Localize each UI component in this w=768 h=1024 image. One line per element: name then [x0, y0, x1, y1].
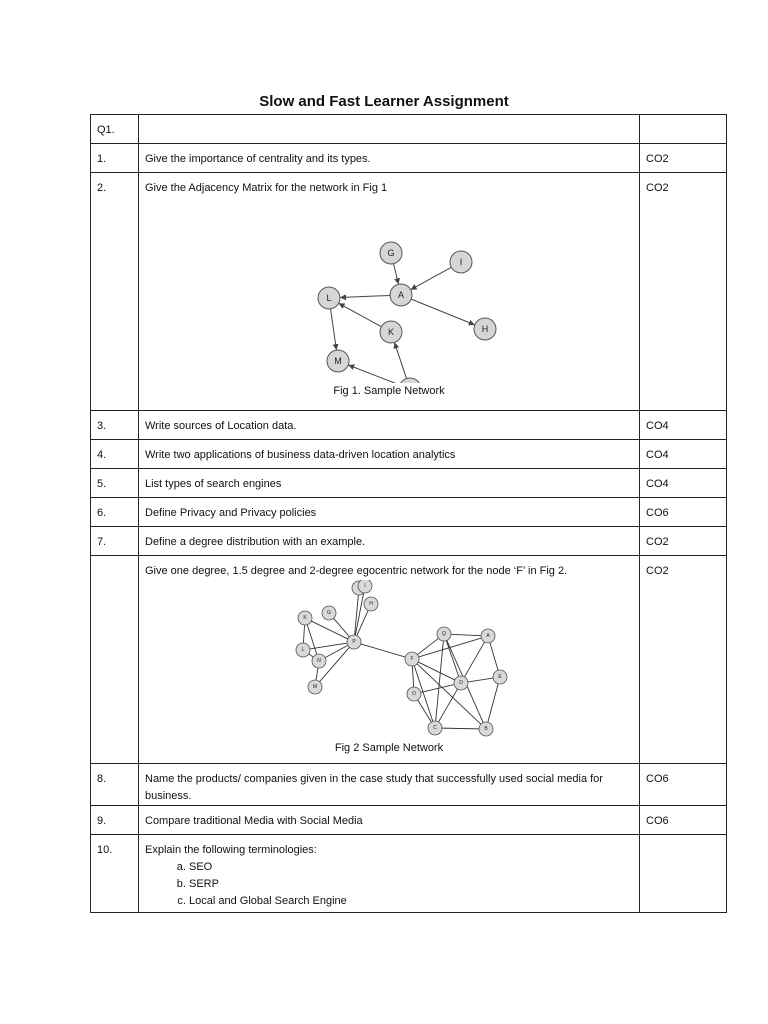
- edge-C-B: [442, 728, 479, 729]
- row-question: Explain the following terminologies:: [145, 844, 317, 856]
- node-G: [322, 606, 336, 620]
- page-title: Slow and Fast Learner Assignment: [259, 93, 509, 110]
- node-G: [380, 242, 402, 264]
- svg-text:P: P: [352, 639, 356, 645]
- row-question: Give one degree, 1.5 degree and 2-degree egocentric network for the node ‘F’ in Fig 2.: [145, 565, 568, 577]
- assignment-table: [90, 114, 727, 913]
- svg-text:F: F: [410, 656, 414, 662]
- svg-text:A: A: [397, 290, 405, 300]
- svg-text:H: H: [481, 324, 489, 334]
- node-E: [493, 670, 507, 684]
- edge-D-C: [439, 689, 458, 722]
- svg-text:L: L: [301, 647, 305, 653]
- row-question: Define a degree distribution with an example.: [139, 527, 640, 556]
- row-co: CO6: [640, 764, 727, 806]
- header-num: Q1.: [91, 115, 139, 144]
- row-co: CO2: [640, 144, 727, 173]
- svg-text:K: K: [387, 327, 395, 337]
- row-num: 6.: [91, 498, 139, 527]
- table-header-row: [91, 115, 727, 144]
- node-B: [479, 722, 493, 736]
- edge-H-P: [357, 610, 368, 635]
- row-num: 9.: [91, 806, 139, 835]
- fig2-caption: Fig 2 Sample Network: [334, 742, 444, 754]
- edge-D-E: [468, 678, 493, 682]
- table-row: [91, 173, 727, 411]
- table-row: [91, 556, 727, 764]
- row-question: Compare traditional Media with Social Media: [139, 806, 640, 835]
- node-N: [312, 654, 326, 668]
- svg-text:B: B: [484, 726, 488, 732]
- row-question-cell: [139, 835, 640, 913]
- table-row: [91, 835, 727, 913]
- row-question: List types of search engines: [139, 469, 640, 498]
- row-num: 8.: [91, 764, 139, 806]
- node-I: [450, 251, 472, 273]
- row-num: 1.: [91, 144, 139, 173]
- edge-A-D: [464, 642, 484, 677]
- svg-text:L: L: [326, 293, 332, 303]
- node-L: [296, 643, 310, 657]
- svg-text:I: I: [459, 257, 463, 267]
- edge-G-P: [334, 618, 350, 636]
- svg-text:A: A: [486, 633, 490, 639]
- row-question: Name the products/ companies given in the case study that successfully used social media for business.: [139, 764, 640, 806]
- edge-I-A: [411, 267, 452, 289]
- edge-F-O: [412, 666, 413, 687]
- row-co: CO6: [640, 806, 727, 835]
- edge-A-L: [340, 295, 390, 297]
- row-question-cell: [139, 173, 640, 411]
- node-D: [454, 676, 468, 690]
- row-num: 2.: [91, 173, 139, 411]
- edge-Q-A: [451, 634, 481, 635]
- edge-N-P: [325, 645, 348, 657]
- edge-F-D: [418, 662, 454, 680]
- row-co: CO2: [640, 173, 727, 411]
- edge-E-B: [488, 684, 498, 722]
- svg-text:O: O: [412, 691, 416, 697]
- list-item: b. SERP: [189, 876, 633, 893]
- svg-text:Q: Q: [442, 631, 446, 637]
- edge-P-F: [361, 644, 406, 657]
- svg-text:G: G: [327, 610, 331, 616]
- svg-text:H: H: [369, 601, 373, 607]
- row-num: 10.: [91, 835, 139, 913]
- edge-A-H: [411, 299, 475, 325]
- edge-K-L: [303, 625, 304, 643]
- edge-D-O: [421, 685, 454, 693]
- row-num: 4.: [91, 440, 139, 469]
- list-item: c. Local and Global Search Engine: [189, 893, 633, 910]
- node-F: [405, 652, 419, 666]
- edge-L-N: [309, 654, 313, 657]
- row-question: Give the Adjacency Matrix for the network in Fig 1: [145, 182, 388, 194]
- svg-text:C: C: [433, 725, 437, 731]
- svg-text:K: K: [303, 615, 307, 621]
- node-O: [407, 687, 421, 701]
- table-row: [91, 806, 727, 835]
- edge-G-A: [394, 264, 399, 285]
- table-row: [91, 411, 727, 440]
- node-I: [358, 580, 372, 593]
- node-P: [347, 635, 361, 649]
- node-L: [318, 287, 340, 309]
- edge-L-P: [310, 643, 347, 649]
- fig2-network-diagram: [145, 580, 657, 740]
- node-K: [298, 611, 312, 625]
- node-Q: [437, 627, 451, 641]
- row-num: 5.: [91, 469, 139, 498]
- row-num: [91, 556, 139, 764]
- row-co: CO6: [640, 498, 727, 527]
- edge-Q-C: [436, 641, 444, 721]
- svg-text:M: M: [312, 684, 318, 690]
- edge-N-K: [394, 342, 406, 378]
- svg-text:E: E: [498, 674, 502, 680]
- row-num: 7.: [91, 527, 139, 556]
- edge-K-P: [311, 621, 347, 639]
- svg-text:D: D: [459, 680, 463, 686]
- table-row: [91, 440, 727, 469]
- edge-L-M: [331, 309, 337, 350]
- svg-text:M: M: [334, 356, 342, 366]
- edge-K-L: [339, 303, 382, 326]
- row-co: CO4: [640, 411, 727, 440]
- edge-N-M: [348, 365, 399, 383]
- node-C: [428, 721, 442, 735]
- node-H: [364, 597, 378, 611]
- table-row: [91, 144, 727, 173]
- edge-Q-D: [446, 641, 458, 677]
- edge-N-M: [316, 668, 318, 680]
- table-row: [91, 469, 727, 498]
- fig1-network-diagram: [145, 197, 657, 383]
- row-co: CO2: [640, 527, 727, 556]
- row-question: Give the importance of centrality and its types.: [139, 144, 640, 173]
- row-num: 3.: [91, 411, 139, 440]
- svg-text:N: N: [317, 658, 321, 664]
- row-co: CO4: [640, 469, 727, 498]
- node-M: [308, 680, 322, 694]
- row-co: [640, 835, 727, 913]
- row-question: Write two applications of business data-driven location analytics: [139, 440, 640, 469]
- row-co: CO4: [640, 440, 727, 469]
- row-question-cell: [139, 556, 640, 764]
- row-question: Write sources of Location data.: [139, 411, 640, 440]
- row-question: Define Privacy and Privacy policies: [139, 498, 640, 527]
- node-A: [390, 284, 412, 306]
- edge-A-E: [490, 643, 498, 671]
- header-co: [640, 115, 727, 144]
- row-co: CO2: [640, 556, 727, 764]
- svg-text:I: I: [364, 583, 366, 589]
- node-M: [327, 350, 349, 372]
- terminology-list: [145, 859, 633, 910]
- node-H: [474, 318, 496, 340]
- list-item: a. SEO: [189, 859, 633, 876]
- table-row: [91, 498, 727, 527]
- table-row: [91, 764, 727, 806]
- svg-text:G: G: [387, 248, 395, 258]
- fig1-caption: Fig 1. Sample Network: [333, 385, 445, 397]
- table-row: [91, 527, 727, 556]
- node-K: [380, 321, 402, 343]
- node-A: [481, 629, 495, 643]
- header-question: [139, 115, 640, 144]
